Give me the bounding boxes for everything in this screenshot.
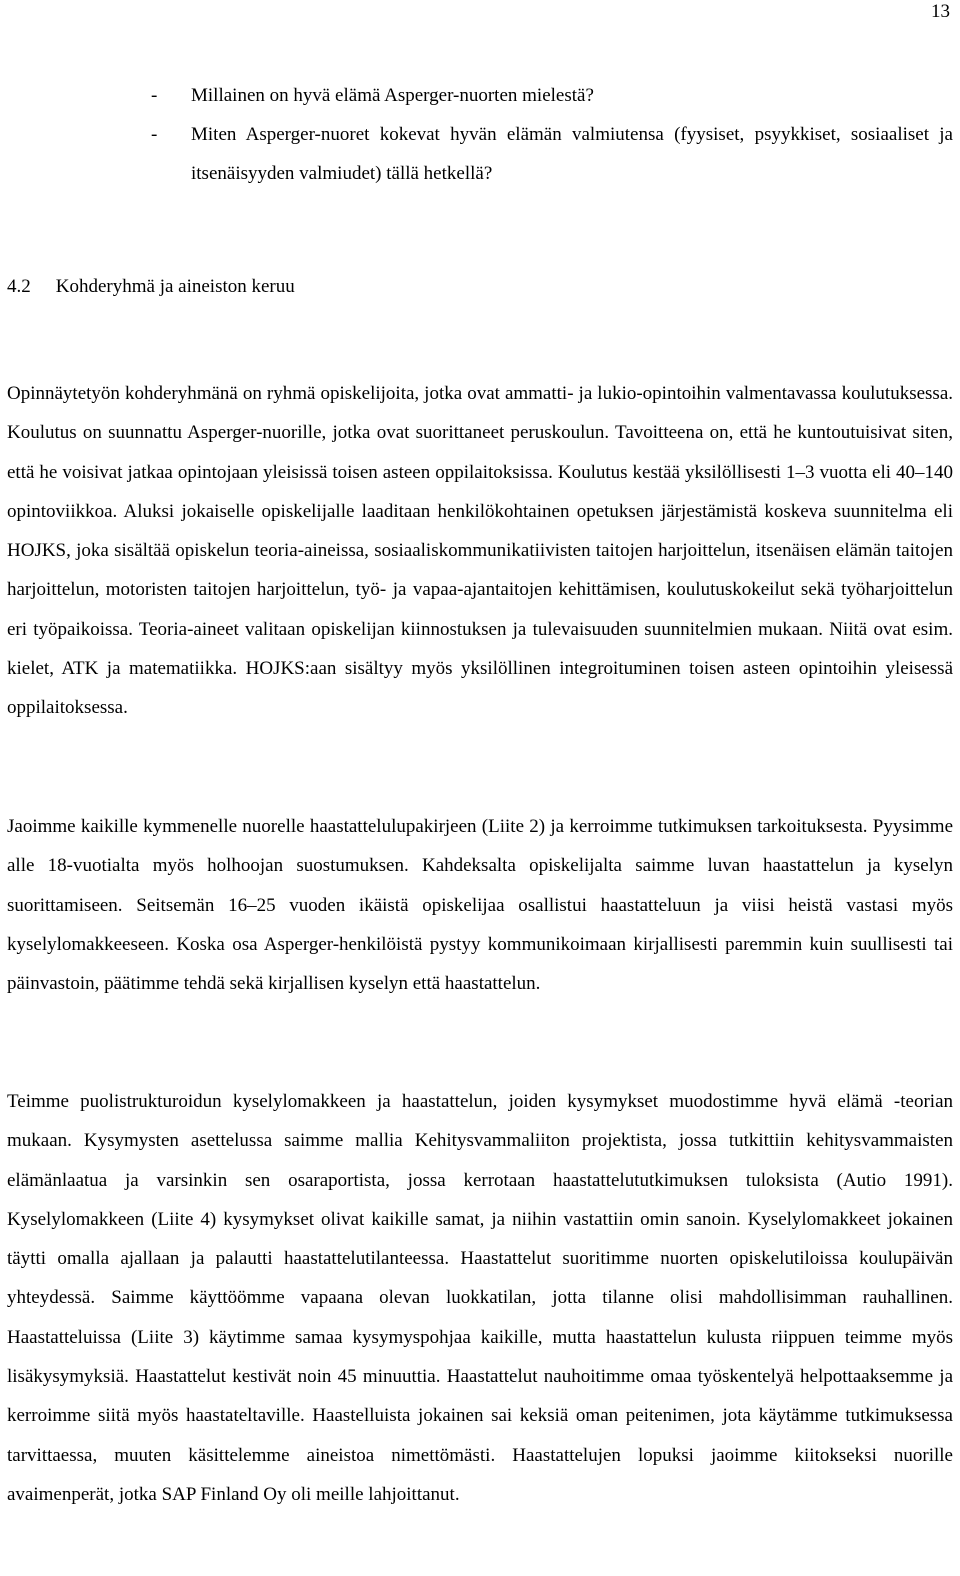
list-item	[0, 115, 960, 193]
body-paragraph: Jaoimme kaikille kymmenelle nuorelle haastattelulupakirjeen (Liite 2) ja kerroimme tutkimuksen tarkoituksesta. Pyysimme alle 18-vuotialta myös holhoojan suostumuksen. Kahdeksalta opiskelijalta saimme luvan haastattelun ja kyselyn suorittamiseen. Seitsemän 16–25 vuoden ikäistä opiskelijaa osallistui haastatteluun ja viisi heistä vastasi myös kyselylomakkeeseen. Koska osa Asperger-henkilöistä pystyy kommunikoimaan kirjallisesti paremmin kuin suullisesti tai päinvastoin, päätimme tehdä sekä kirjallisen kyselyn että haastattelun.	[7, 816, 953, 995]
research-questions-list	[0, 76, 960, 193]
list-item	[0, 76, 960, 115]
list-item-text: Miten Asperger-nuoret kokevat hyvän elämän valmiutensa (fyysiset, psyykkiset, sosiaaliset ja itsenäisyyden valmiudet) tällä hetkellä?	[191, 124, 953, 184]
list-bullet-dash: -	[151, 124, 158, 145]
section-title: Kohderyhmä ja aineiston keruu	[55, 276, 295, 297]
page-number: 13	[931, 1, 950, 22]
section-number: 4.2	[7, 276, 31, 297]
section-heading	[7, 267, 295, 306]
body-paragraph: Teimme puolistrukturoidun kyselylomakkeen ja haastattelun, joiden kysymykset muodostimme hyvä elämä -teorian mukaan. Kysymysten asettelussa saimme mallia Kehitysvammaliiton projektista, jossa tutkittiin kehitysvammaisten elämänlaatua ja varsinkin sen osaraportista, jossa kerrotaan haastattelututkimuksen tuloksista (Autio 1991). Kyselylomakkeen (Liite 4) kysymykset olivat kaikille samat, ja niihin vastattiin omin sanoin. Kyselylomakkeet jokainen täytti omalla ajallaan ja palautti haastattelutilanteessa. Haastattelut suoritimme nuorten opiskelutiloissa koulupäivän yhteydessä. Saimme käyttöömme vapaana olevan luokkatilan, jotta tilanne olisi mahdollisimman rauhallinen. Haastatteluissa (Liite 3) käytimme samaa kysymyspohjaa kaikille, mutta haastattelun kulusta riippuen teimme myös lisäkysymyksiä. Haastattelut kestivät noin 45 minuuttia. Haastattelut nauhoitimme omaa työskentelyä helpottaaksemme ja kerroimme siitä myös haastateltaville. Haastelluista jokainen sai keksiä oman peitenimen, jota käytämme tutkimuksessa tarvittaessa, muuten käsittelemme aineistoa nimettömästi. Haastattelujen lopuksi jaoimme kiitokseksi nuorille avaimenperät, jotka SAP Finland Oy oli meille lahjoittanut.	[7, 1091, 953, 1505]
list-item-text: Millainen on hyvä elämä Asperger-nuorten mielestä?	[191, 85, 594, 106]
list-bullet-dash: -	[151, 85, 158, 106]
body-paragraph: Opinnäytetyön kohderyhmänä on ryhmä opiskelijoita, jotka ovat ammatti- ja lukio-opintoihin valmentavassa koulutuksessa. Koulutus on suunnattu Asperger-nuorille, jotka ovat suorittaneet peruskoulun. Tavoitteena on, että he kuntoutuisivat siten, että he voisivat jatkaa opintojaan yleisissä toisen asteen oppilaitoksissa. Koulutus kestää yksilöllisesti 1–3 vuotta eli 40–140 opintoviikkoa. Aluksi jokaiselle opiskelijalle laaditaan henkilökohtainen opetuksen järjestämistä koskeva suunnitelma eli HOJKS, joka sisältää opiskelun teoria-aineissa, sosiaaliskommunikatiivisten taitojen harjoittelun, itsenäisen elämän taitojen harjoittelun, motoristen taitojen harjoittelun, työ- ja vapaa-ajantaitojen kehittämisen, koulutuskokeilut sekä työharjoittelun eri työpaikoissa. Teoria-aineet valitaan opiskelijan kiinnostuksen ja tulevaisuuden suunnitelmien mukaan. Niitä ovat esim. kielet, ATK ja matematiikka. HOJKS:aan sisältyy myös yksilöllinen integroituminen toisen asteen opintoihin yleisessä oppilaitoksessa.	[7, 383, 953, 719]
